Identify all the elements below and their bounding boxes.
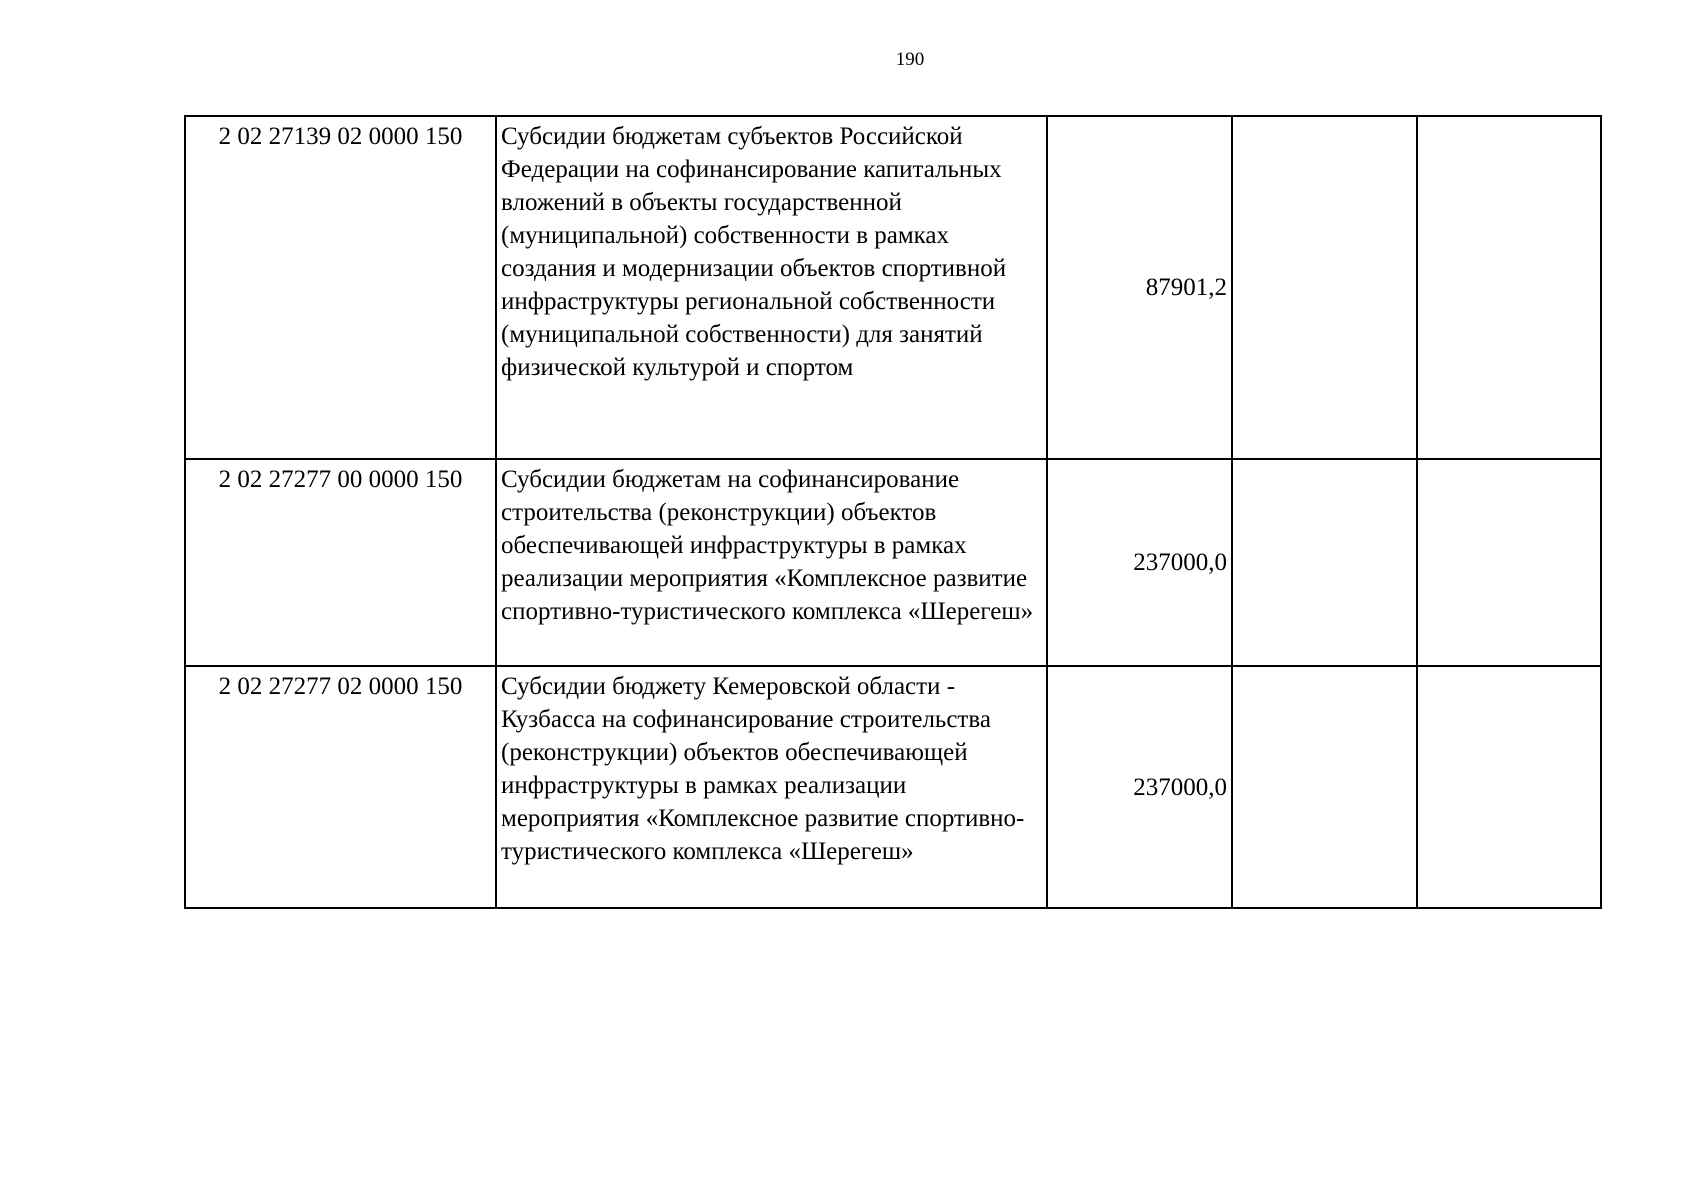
empty-amount-cell (1232, 459, 1417, 666)
amount-cell: 87901,2 (1047, 116, 1232, 459)
table-row (185, 459, 1601, 666)
budget-revenue-table (184, 115, 1602, 909)
empty-amount-cell (1417, 459, 1601, 666)
revenue-description-cell: Субсидии бюджетам на софинансирование строительства (реконструкции) объектов обеспечивающей инфраструктуры в рамках реализации мероприятия «Комплексное развитие спортивно-туристического комплекса «Шерегеш» (496, 459, 1047, 666)
empty-amount-cell (1232, 116, 1417, 459)
revenue-description-cell: Субсидии бюджетам субъектов Российской Федерации на софинансирование капитальных вложений в объекты государственной (муниципальной) собственности в рамках создания и модернизации объектов спортивной инфраструктуры региональной собственности (муниципальной собственности) для занятий физической культурой и спортом (496, 116, 1047, 459)
empty-amount-cell (1417, 116, 1601, 459)
table-row (185, 666, 1601, 908)
revenue-description-cell: Субсидии бюджету Кемеровской области - Кузбасса на софинансирование строительства (реконструкции) объектов обеспечивающей инфраструктуры в рамках реализации мероприятия «Комплексное развитие спортивно-туристического комплекса «Шерегеш» (496, 666, 1047, 908)
amount-cell: 237000,0 (1047, 666, 1232, 908)
amount-cell: 237000,0 (1047, 459, 1232, 666)
empty-amount-cell (1417, 666, 1601, 908)
revenue-code-cell: 2 02 27277 00 0000 150 (185, 459, 496, 666)
revenue-code-cell: 2 02 27277 02 0000 150 (185, 666, 496, 908)
revenue-code-cell: 2 02 27139 02 0000 150 (185, 116, 496, 459)
table-row (185, 116, 1601, 459)
empty-amount-cell (1232, 666, 1417, 908)
page-number: 190 (895, 49, 925, 70)
